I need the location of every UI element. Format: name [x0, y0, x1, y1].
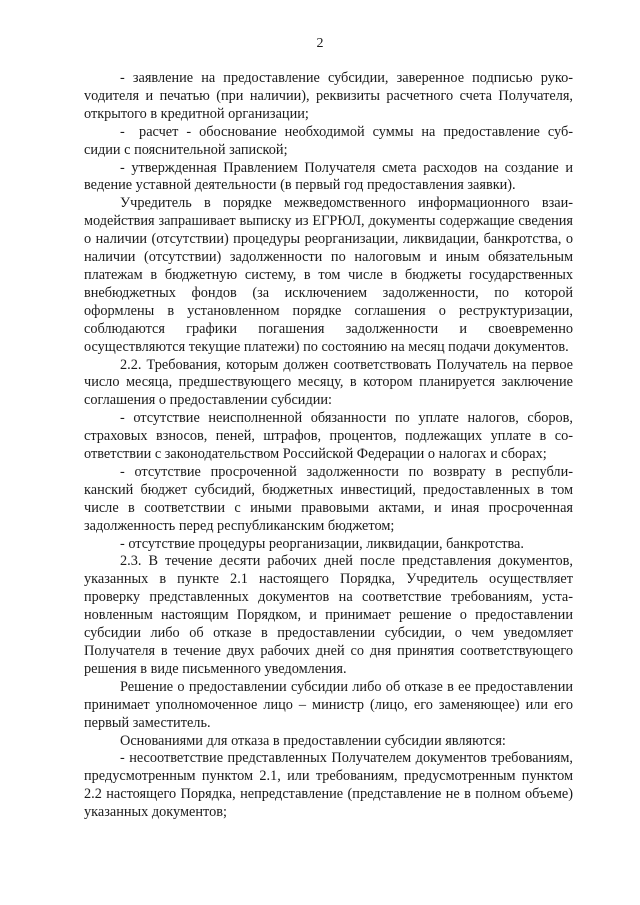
paragraph-nonconformity-item: - несоответствие представленных Получателем документов требованиям, предусмотренным пунктом 2.1, или требованиям, предусмотренным пунктом 2.2 настоящего Порядка, непредставление (представление не в полном объеме) указанных документов; — [84, 750, 573, 821]
paragraph-no-overdue-debt: - отсутствие просроченной задолженности по возврату в республиканский бюджет субсидий, бюджетных инвестиций, предоставленных в том числе в соответствии с иными правовыми актами, и иная просроченная задолженность перед республиканским бюджетом; — [84, 463, 573, 534]
paragraph-decision-authority: Решение о предоставлении субсидии либо об отказе в ее предоставлении принимает уполномоченное лицо – министр (лицо, его заменяющее) или его первый заместитель. — [84, 678, 573, 731]
paragraph-refusal-grounds: Основаниями для отказа в предоставлении субсидии являются: — [120, 732, 506, 749]
paragraph-no-tax-obligation: - отсутствие неисполненной обязанности по уплате налогов, сборов, страховых взносов, пеней, штрафов, процентов, подлежащих уплате в соответствии с законодательством Российской Федерации о налогах и сборах; — [84, 410, 573, 463]
document-body — [84, 70, 573, 822]
paragraph-application-item: - заявление на предоставление субсидии, заверенное подписью рукоvодителя и печатью (при наличии), реквизиты расчетного счета Получателя, открытого в кредитной организации; — [84, 70, 573, 122]
paragraph-no-reorganization: - отсутствие процедуры реорганизации, ликвидации, банкротства. — [120, 535, 524, 552]
paragraph-interagency-request: Учредитель в порядке межведомственного информационного взаимодействия запрашивает выписку из ЕГРЮЛ, документы содержащие сведения о наличии (отсутствии) процедуры реорганизации, ликвидации, банкротства, о наличии (отсутствии) задолженности по налоговым и иным обязательным платежам в бюджетную систему, в том числе в бюджеты государственных внебюджетных фондов (за исключением задолженности, по которой оформлены в установленном порядке соглашения о реструктуризации, соблюдаются графики погашения задолженности и своевременно осуществляются текущие платежи) по состоянию на месяц подачи документов. — [84, 195, 573, 355]
paragraph-estimate-item: - утвержденная Правлением Получателя смета расходов на создание и ведение уставной деятельности (в первый год предоставления заявки). — [84, 159, 573, 194]
paragraph-section-2-3: 2.3. В течение десяти рабочих дней после представления документов, указанных в пункте 2.1 настоящего Порядка, Учредитель осуществляет проверку представленных документов на соответствие требованиям, установленным настоящим Порядком, и принимает решение о предоставлении субсидии либо об отказе в предоставлении субсидии, о чем уведомляет Получателя в течение двух рабочих дней со дня принятия соответствующего решения в виде письменного уведомления. — [84, 553, 573, 677]
paragraph-section-2-2: 2.2. Требования, которым должен соответствовать Получатель на первое число месяца, предшествующего месяцу, в котором планируется заключение соглашения о предоставлении субсидии: — [84, 356, 573, 409]
paragraph-calculation-item: - расчет - обоснование необходимой суммы на предоставление субсидии с пояснительной запиской; — [84, 123, 573, 158]
page-number: 2 — [316, 36, 324, 51]
